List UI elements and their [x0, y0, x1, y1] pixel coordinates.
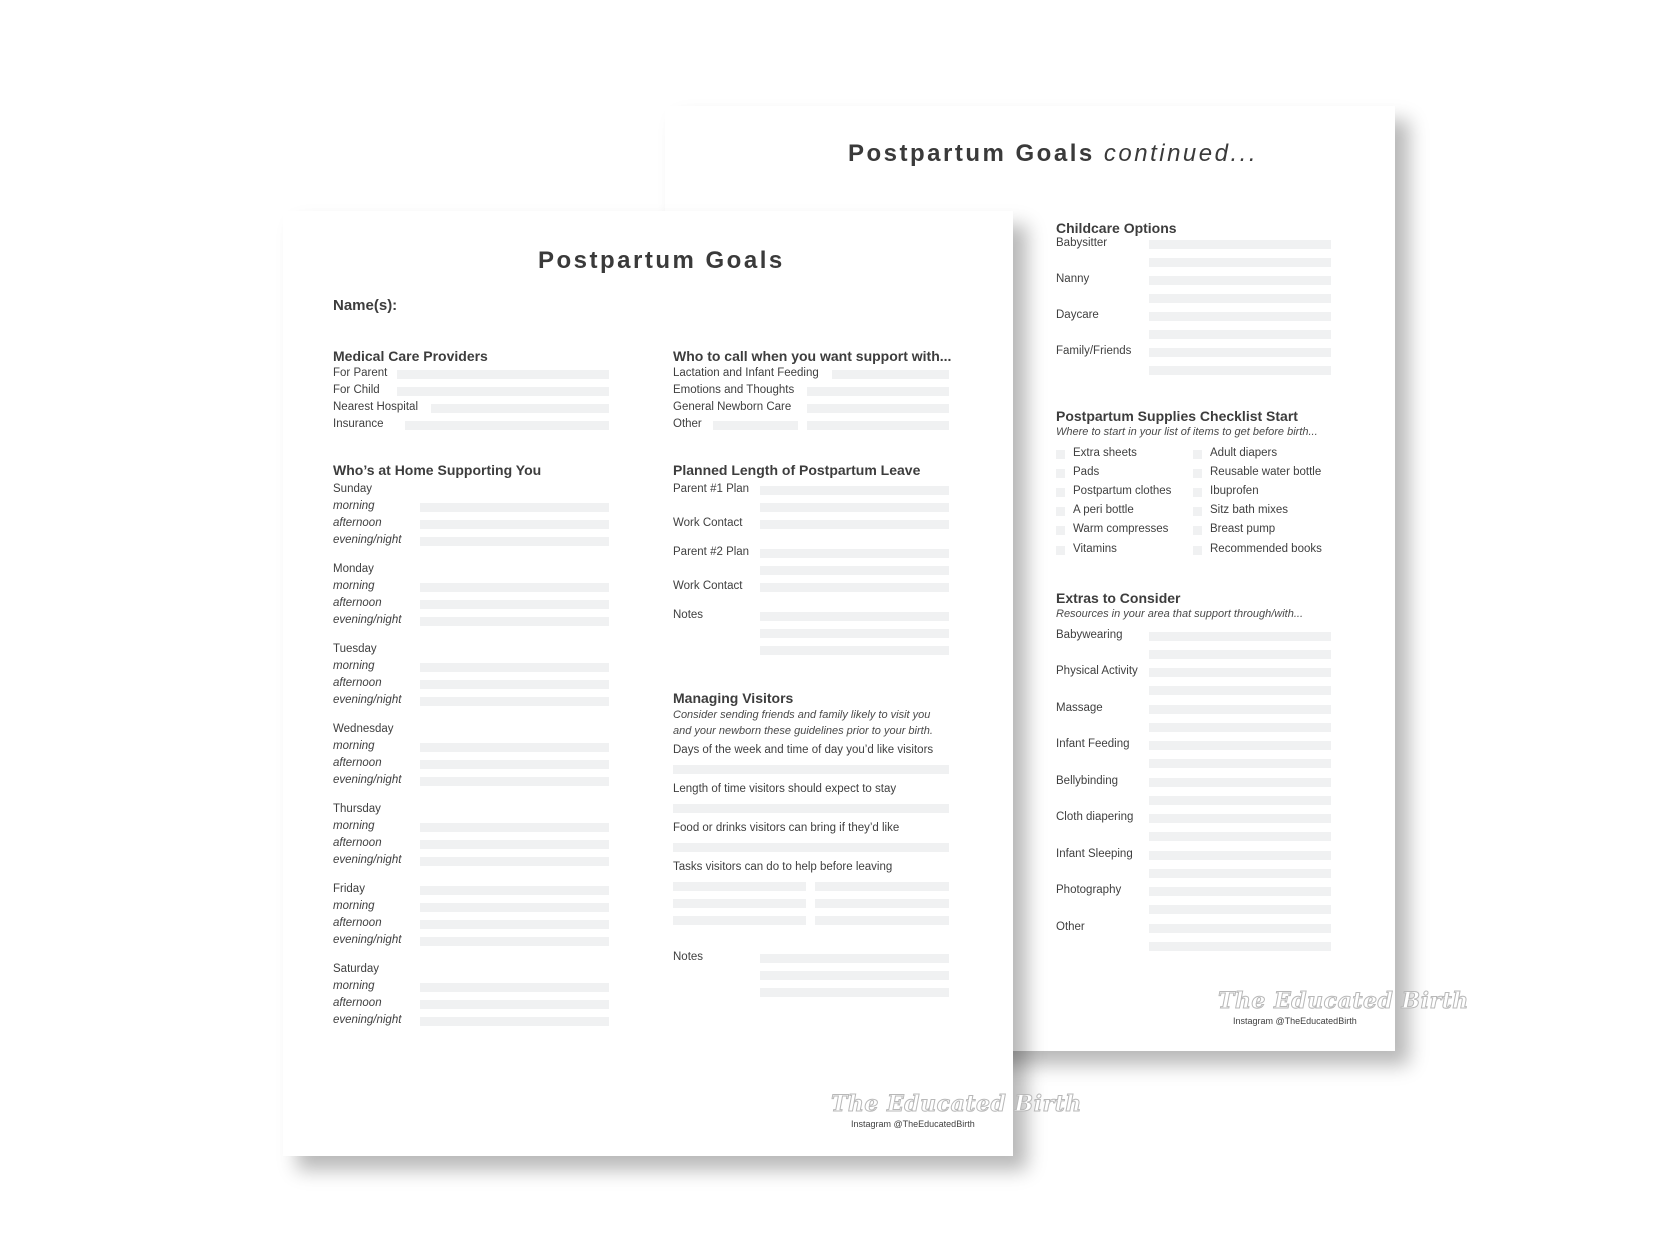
page-title	[848, 140, 1258, 168]
time-label: afternoon	[333, 517, 382, 529]
input-line[interactable]	[760, 971, 949, 980]
time-label: afternoon	[333, 997, 382, 1009]
medical-label: Insurance	[333, 418, 384, 430]
childcare-label: Daycare	[1056, 309, 1099, 321]
input-line[interactable]	[807, 404, 949, 413]
input-line[interactable]	[760, 612, 949, 621]
instagram-handle: Instagram @TheEducatedBirth	[1233, 1016, 1357, 1026]
input-line[interactable]	[760, 486, 949, 495]
supply-item: Warm compresses	[1073, 523, 1169, 535]
input-line[interactable]	[420, 823, 609, 832]
supply-item: Reusable water bottle	[1210, 466, 1322, 478]
time-label: morning	[333, 580, 375, 592]
input-line[interactable]	[1149, 366, 1331, 375]
input-line[interactable]	[713, 421, 798, 430]
input-line[interactable]	[1149, 312, 1331, 321]
supply-item: Vitamins	[1073, 543, 1117, 555]
childcare-label: Nanny	[1056, 273, 1090, 285]
input-line[interactable]	[420, 520, 609, 529]
extras-subtitle: Resources in your area that support through/with...	[1056, 608, 1304, 620]
page-title: Postpartum Goals	[538, 247, 785, 274]
checkbox[interactable]	[1056, 450, 1065, 459]
call-label: Emotions and Thoughts	[673, 384, 795, 396]
input-line[interactable]	[1149, 869, 1331, 878]
supply-item: Adult diapers	[1210, 447, 1278, 459]
call-label: Other	[673, 418, 702, 430]
time-label: afternoon	[333, 677, 382, 689]
input-line[interactable]	[420, 886, 609, 895]
input-line[interactable]	[420, 777, 609, 786]
time-label: evening/night	[333, 614, 402, 626]
input-line[interactable]	[673, 843, 949, 852]
input-line[interactable]	[1149, 924, 1331, 933]
time-label: morning	[333, 500, 375, 512]
medical-heading: Medical Care Providers	[333, 348, 488, 364]
supply-item: Sitz bath mixes	[1210, 504, 1288, 516]
supply-item: Postpartum clothes	[1073, 485, 1172, 497]
input-line[interactable]	[1149, 705, 1331, 714]
extras-label: Physical Activity	[1056, 665, 1138, 677]
time-label: morning	[333, 980, 375, 992]
input-line[interactable]	[1149, 632, 1331, 641]
input-line[interactable]	[1149, 668, 1331, 677]
supply-item: Ibuprofen	[1210, 485, 1259, 497]
visitors-question: Food or drinks visitors can bring if they’d like	[673, 822, 900, 834]
time-label: morning	[333, 660, 375, 672]
input-line[interactable]	[760, 503, 949, 512]
input-line[interactable]	[1149, 942, 1331, 951]
leave-label: Notes	[673, 609, 704, 621]
extras-heading: Extras to Consider	[1056, 590, 1181, 606]
checkbox[interactable]	[1056, 488, 1065, 497]
input-line[interactable]	[420, 743, 609, 752]
extras-label: Cloth diapering	[1056, 811, 1134, 823]
visitors-subtitle: and your newborn these guidelines prior to your birth.	[673, 725, 933, 737]
input-line[interactable]	[420, 920, 609, 929]
input-line[interactable]	[1149, 650, 1331, 659]
time-label: morning	[333, 740, 375, 752]
extras-label: Infant Sleeping	[1056, 848, 1133, 860]
time-label: evening/night	[333, 934, 402, 946]
input-line[interactable]	[397, 370, 609, 379]
childcare-label: Babysitter	[1056, 237, 1108, 249]
day-label: Tuesday	[333, 643, 377, 655]
medical-label: Nearest Hospital	[333, 401, 419, 413]
title-main: Postpartum Goals	[848, 140, 1095, 167]
home-heading: Who’s at Home Supporting You	[333, 462, 542, 478]
input-line[interactable]	[1149, 741, 1331, 750]
extras-label: Babywearing	[1056, 629, 1123, 641]
day-label: Thursday	[333, 803, 381, 815]
input-line[interactable]	[1149, 887, 1331, 896]
input-line[interactable]	[420, 937, 609, 946]
checkbox[interactable]	[1193, 450, 1202, 459]
input-line[interactable]	[420, 617, 609, 626]
input-line[interactable]	[405, 421, 609, 430]
input-line[interactable]	[673, 765, 949, 774]
leave-label: Parent #2 Plan	[673, 546, 750, 558]
day-label: Sunday	[333, 483, 373, 495]
childcare-heading: Childcare Options	[1056, 220, 1177, 236]
input-line[interactable]	[760, 520, 949, 529]
input-line[interactable]	[420, 697, 609, 706]
input-line[interactable]	[760, 566, 949, 575]
visitors-notes-label: Notes	[673, 951, 704, 963]
day-label: Monday	[333, 563, 374, 575]
time-label: evening/night	[333, 534, 402, 546]
input-line[interactable]	[420, 903, 609, 912]
input-line[interactable]	[1149, 814, 1331, 823]
input-line[interactable]	[815, 899, 949, 908]
call-label: Lactation and Infant Feeding	[673, 367, 819, 379]
title-continued: continued...	[1103, 140, 1258, 167]
input-line[interactable]	[420, 760, 609, 769]
checkbox[interactable]	[1193, 507, 1202, 516]
input-line[interactable]	[420, 600, 609, 609]
input-line[interactable]	[1149, 686, 1331, 695]
day-label: Friday	[333, 883, 365, 895]
childcare-label: Family/Friends	[1056, 345, 1132, 357]
checkbox[interactable]	[1056, 546, 1065, 555]
input-line[interactable]	[420, 1000, 609, 1009]
input-line[interactable]	[673, 899, 806, 908]
input-line[interactable]	[807, 387, 949, 396]
input-line[interactable]	[420, 680, 609, 689]
call-label: General Newborn Care	[673, 401, 792, 413]
input-line[interactable]	[431, 404, 609, 413]
leave-label: Work Contact	[673, 517, 743, 529]
time-label: evening/night	[333, 774, 402, 786]
supplies-heading: Postpartum Supplies Checklist Start	[1056, 408, 1298, 424]
input-line[interactable]	[760, 954, 949, 963]
input-line[interactable]	[673, 916, 806, 925]
input-line[interactable]	[1149, 258, 1331, 267]
input-line[interactable]	[1149, 905, 1331, 914]
instagram-handle: Instagram @TheEducatedBirth	[851, 1119, 975, 1129]
input-line[interactable]	[420, 1017, 609, 1026]
brand-logo: The Educated Birth	[1218, 988, 1469, 1014]
time-label: evening/night	[333, 1014, 402, 1026]
visitors-heading: Managing Visitors	[673, 690, 794, 706]
checkbox[interactable]	[1056, 526, 1065, 535]
input-line[interactable]	[420, 583, 609, 592]
day-label: Wednesday	[333, 723, 394, 735]
checkbox[interactable]	[1193, 526, 1202, 535]
visitors-subtitle: Consider sending friends and family likely to visit you	[673, 709, 931, 721]
supplies-subtitle: Where to start in your list of items to get before birth...	[1056, 426, 1318, 438]
supply-item: Extra sheets	[1073, 447, 1137, 459]
input-line[interactable]	[760, 549, 949, 558]
time-label: evening/night	[333, 694, 402, 706]
input-line[interactable]	[1149, 276, 1331, 285]
time-label: afternoon	[333, 597, 382, 609]
input-line[interactable]	[760, 583, 949, 592]
input-line[interactable]	[420, 983, 609, 992]
input-line[interactable]	[1149, 759, 1331, 768]
medical-label: For Child	[333, 384, 380, 396]
input-line[interactable]	[760, 629, 949, 638]
brand-logo: The Educated Birth	[831, 1091, 1082, 1117]
leave-heading: Planned Length of Postpartum Leave	[673, 462, 921, 478]
input-line[interactable]	[420, 840, 609, 849]
extras-label: Infant Feeding	[1056, 738, 1130, 750]
input-line[interactable]	[807, 421, 949, 430]
checkbox[interactable]	[1193, 469, 1202, 478]
time-label: morning	[333, 820, 375, 832]
supply-item: Recommended books	[1210, 543, 1322, 555]
input-line[interactable]	[1149, 330, 1331, 339]
extras-label: Other	[1056, 921, 1085, 933]
checkbox[interactable]	[1056, 469, 1065, 478]
supply-item: A peri bottle	[1073, 504, 1134, 516]
input-line[interactable]	[815, 916, 949, 925]
call-heading: Who to call when you want support with...	[673, 348, 952, 364]
input-line[interactable]	[1149, 240, 1331, 249]
input-line[interactable]	[1149, 796, 1331, 805]
supply-item: Pads	[1073, 466, 1100, 478]
extras-label: Photography	[1056, 884, 1122, 896]
input-line[interactable]	[420, 537, 609, 546]
input-line[interactable]	[1149, 348, 1331, 357]
extras-label: Massage	[1056, 702, 1103, 714]
visitors-question: Tasks visitors can do to help before leaving	[673, 861, 893, 873]
leave-label: Parent #1 Plan	[673, 483, 750, 495]
visitors-question: Length of time visitors should expect to stay	[673, 783, 897, 795]
input-line[interactable]	[420, 857, 609, 866]
input-line[interactable]	[1149, 723, 1331, 732]
visitors-question: Days of the week and time of day you’d like visitors	[673, 744, 934, 756]
checkbox[interactable]	[1056, 507, 1065, 516]
medical-label: For Parent	[333, 367, 388, 379]
supply-item: Breast pump	[1210, 523, 1276, 535]
input-line[interactable]	[397, 387, 609, 396]
names-label: Name(s):	[333, 297, 398, 314]
input-line[interactable]	[760, 988, 949, 997]
time-label: afternoon	[333, 757, 382, 769]
input-line[interactable]	[673, 882, 806, 891]
checkbox[interactable]	[1193, 488, 1202, 497]
time-label: morning	[333, 900, 375, 912]
input-line[interactable]	[760, 646, 949, 655]
input-line[interactable]	[1149, 832, 1331, 841]
input-line[interactable]	[832, 370, 949, 379]
input-line[interactable]	[420, 503, 609, 512]
extras-label: Bellybinding	[1056, 775, 1119, 787]
input-line[interactable]	[673, 804, 949, 813]
input-line[interactable]	[1149, 294, 1331, 303]
input-line[interactable]	[815, 882, 949, 891]
leave-label: Work Contact	[673, 580, 743, 592]
time-label: afternoon	[333, 837, 382, 849]
input-line[interactable]	[1149, 851, 1331, 860]
day-label: Saturday	[333, 963, 380, 975]
time-label: afternoon	[333, 917, 382, 929]
checkbox[interactable]	[1193, 546, 1202, 555]
input-line[interactable]	[420, 663, 609, 672]
input-line[interactable]	[1149, 778, 1331, 787]
time-label: evening/night	[333, 854, 402, 866]
